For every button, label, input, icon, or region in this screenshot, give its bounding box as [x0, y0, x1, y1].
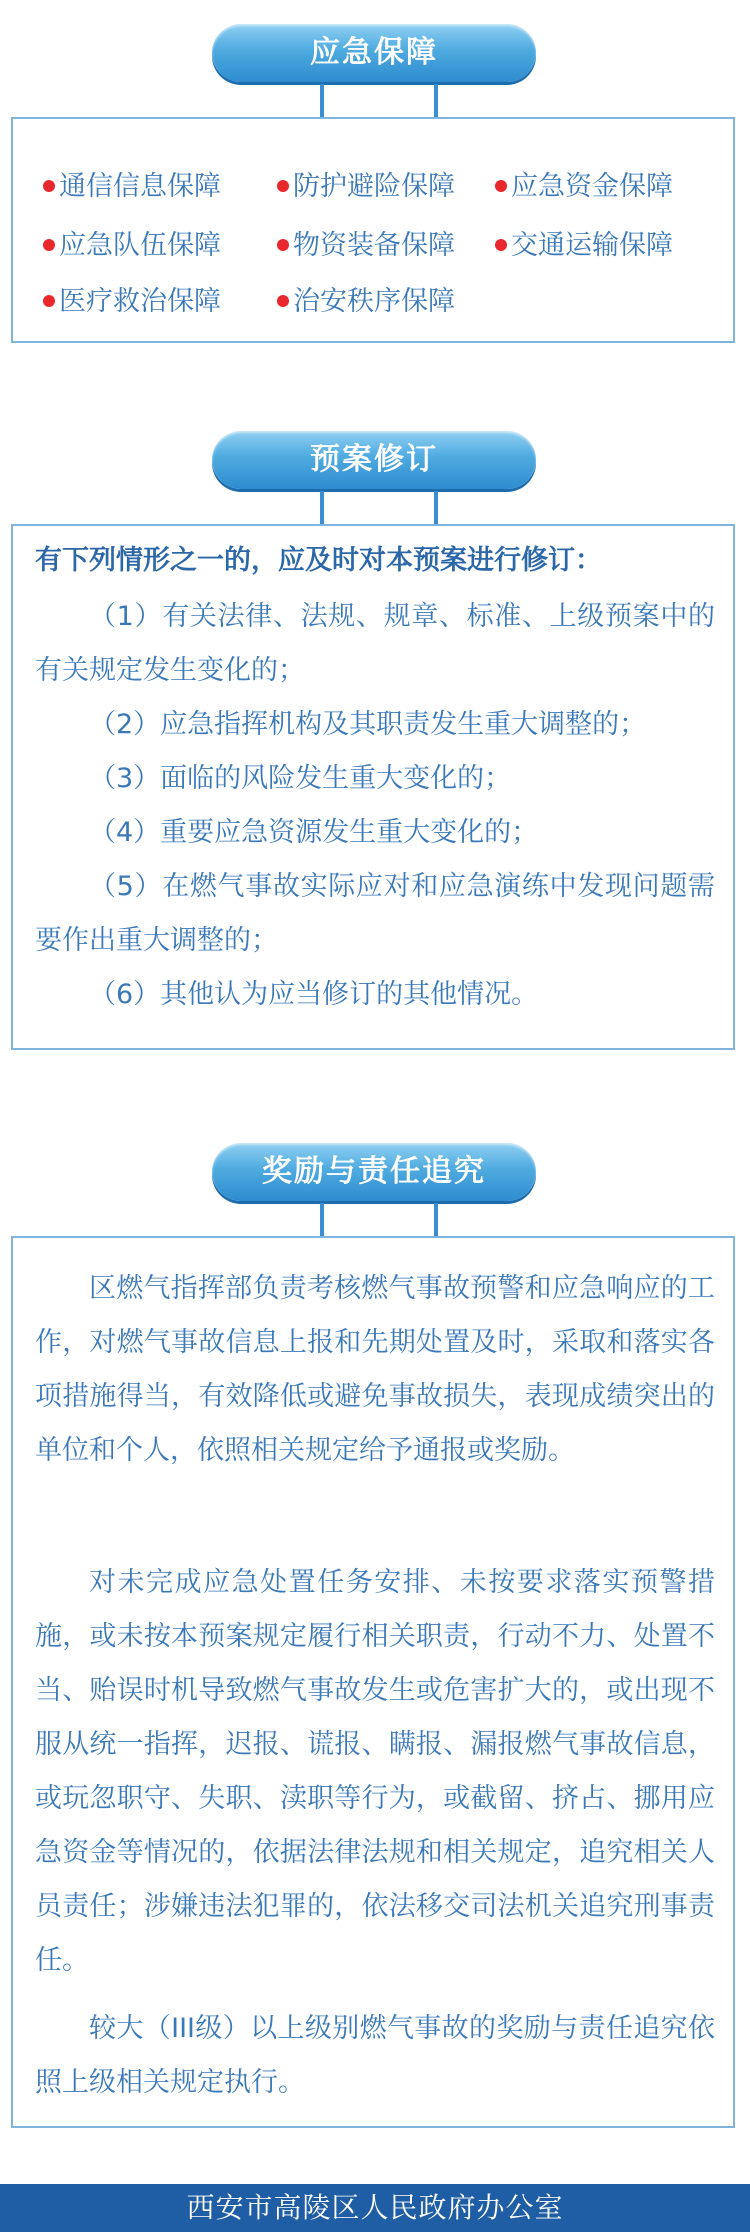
footer-organization: 西安市高陵区人民政府办公室 — [0, 2184, 750, 2232]
higher-level-paragraph: 较大（III级）以上级别燃气事故的奖励与责任追究依照上级相关规定执行。 — [35, 2013, 715, 2098]
red-dot-icon — [43, 180, 55, 192]
section-title-emergency-support: 应急保障 — [212, 24, 536, 82]
revision-item: （3）面临的风险发生重大变化的； — [89, 763, 512, 794]
revision-item: （6）其他认为应当修订的其他情况。 — [89, 979, 539, 1010]
red-dot-icon — [495, 180, 507, 192]
revision-intro: 有下列情形之一的，应及时对本预案进行修订： — [35, 545, 602, 576]
support-item: 防护避险保障 — [277, 164, 455, 203]
revision-item: （4）重要应急资源发生重大变化的； — [89, 817, 539, 848]
connector-line — [434, 1203, 438, 1238]
revision-item: （1）有关法律、法规、规章、标准、上级预案中的有关规定发生变化的； — [35, 601, 715, 686]
accountability-paragraph: 对未完成应急处置任务安排、未按要求落实预警措施，或未按本预案规定履行相关职责，行动不力、处置不当、贻误时机导致燃气事故发生或危害扩大的，或出现不服从统一指挥，迟报、谎报、瞒报、漏报燃气事故信息，或玩忽职守、失职、渎职等行为，或截留、挤占、挪用应急资金等情况的，依据法律法规和相关规定，追究相关人员责任；涉嫌违法犯罪的，依法移交司法机关追究刑事责任。 — [35, 1567, 715, 1976]
support-item: 医疗救治保障 — [43, 279, 221, 318]
support-item: 通信信息保障 — [43, 164, 221, 203]
rewards-paragraph: 区燃气指挥部负责考核燃气事故预警和应急响应的工作，对燃气事故信息上报和先期处置及时，采取和落实各项措施得当，有效降低或避免事故损失，表现成绩突出的单位和个人，依照相关规定给予通报或奖励。 — [35, 1273, 715, 1466]
connector-line — [434, 84, 438, 118]
red-dot-icon — [43, 295, 55, 307]
section-title-plan-revision: 预案修订 — [212, 431, 536, 489]
emergency-support-panel — [11, 117, 735, 343]
support-item: 治安秩序保障 — [277, 279, 455, 318]
support-item: 应急队伍保障 — [43, 223, 221, 262]
section-title-rewards-accountability: 奖励与责任追究 — [212, 1143, 536, 1201]
red-dot-icon — [277, 180, 289, 192]
support-item: 应急资金保障 — [495, 164, 673, 203]
connector-line — [320, 491, 324, 526]
connector-line — [320, 84, 324, 118]
plan-revision-panel — [11, 524, 735, 1050]
red-dot-icon — [495, 239, 507, 251]
red-dot-icon — [277, 239, 289, 251]
revision-item: （5）在燃气事故实际应对和应急演练中发现问题需要作出重大调整的； — [35, 871, 715, 956]
red-dot-icon — [43, 239, 55, 251]
red-dot-icon — [277, 295, 289, 307]
connector-line — [434, 491, 438, 526]
support-item: 交通运输保障 — [495, 223, 673, 262]
support-item: 物资装备保障 — [277, 223, 455, 262]
revision-item: （2）应急指挥机构及其职责发生重大调整的； — [89, 709, 647, 740]
connector-line — [320, 1203, 324, 1238]
rewards-accountability-panel — [11, 1236, 735, 2128]
